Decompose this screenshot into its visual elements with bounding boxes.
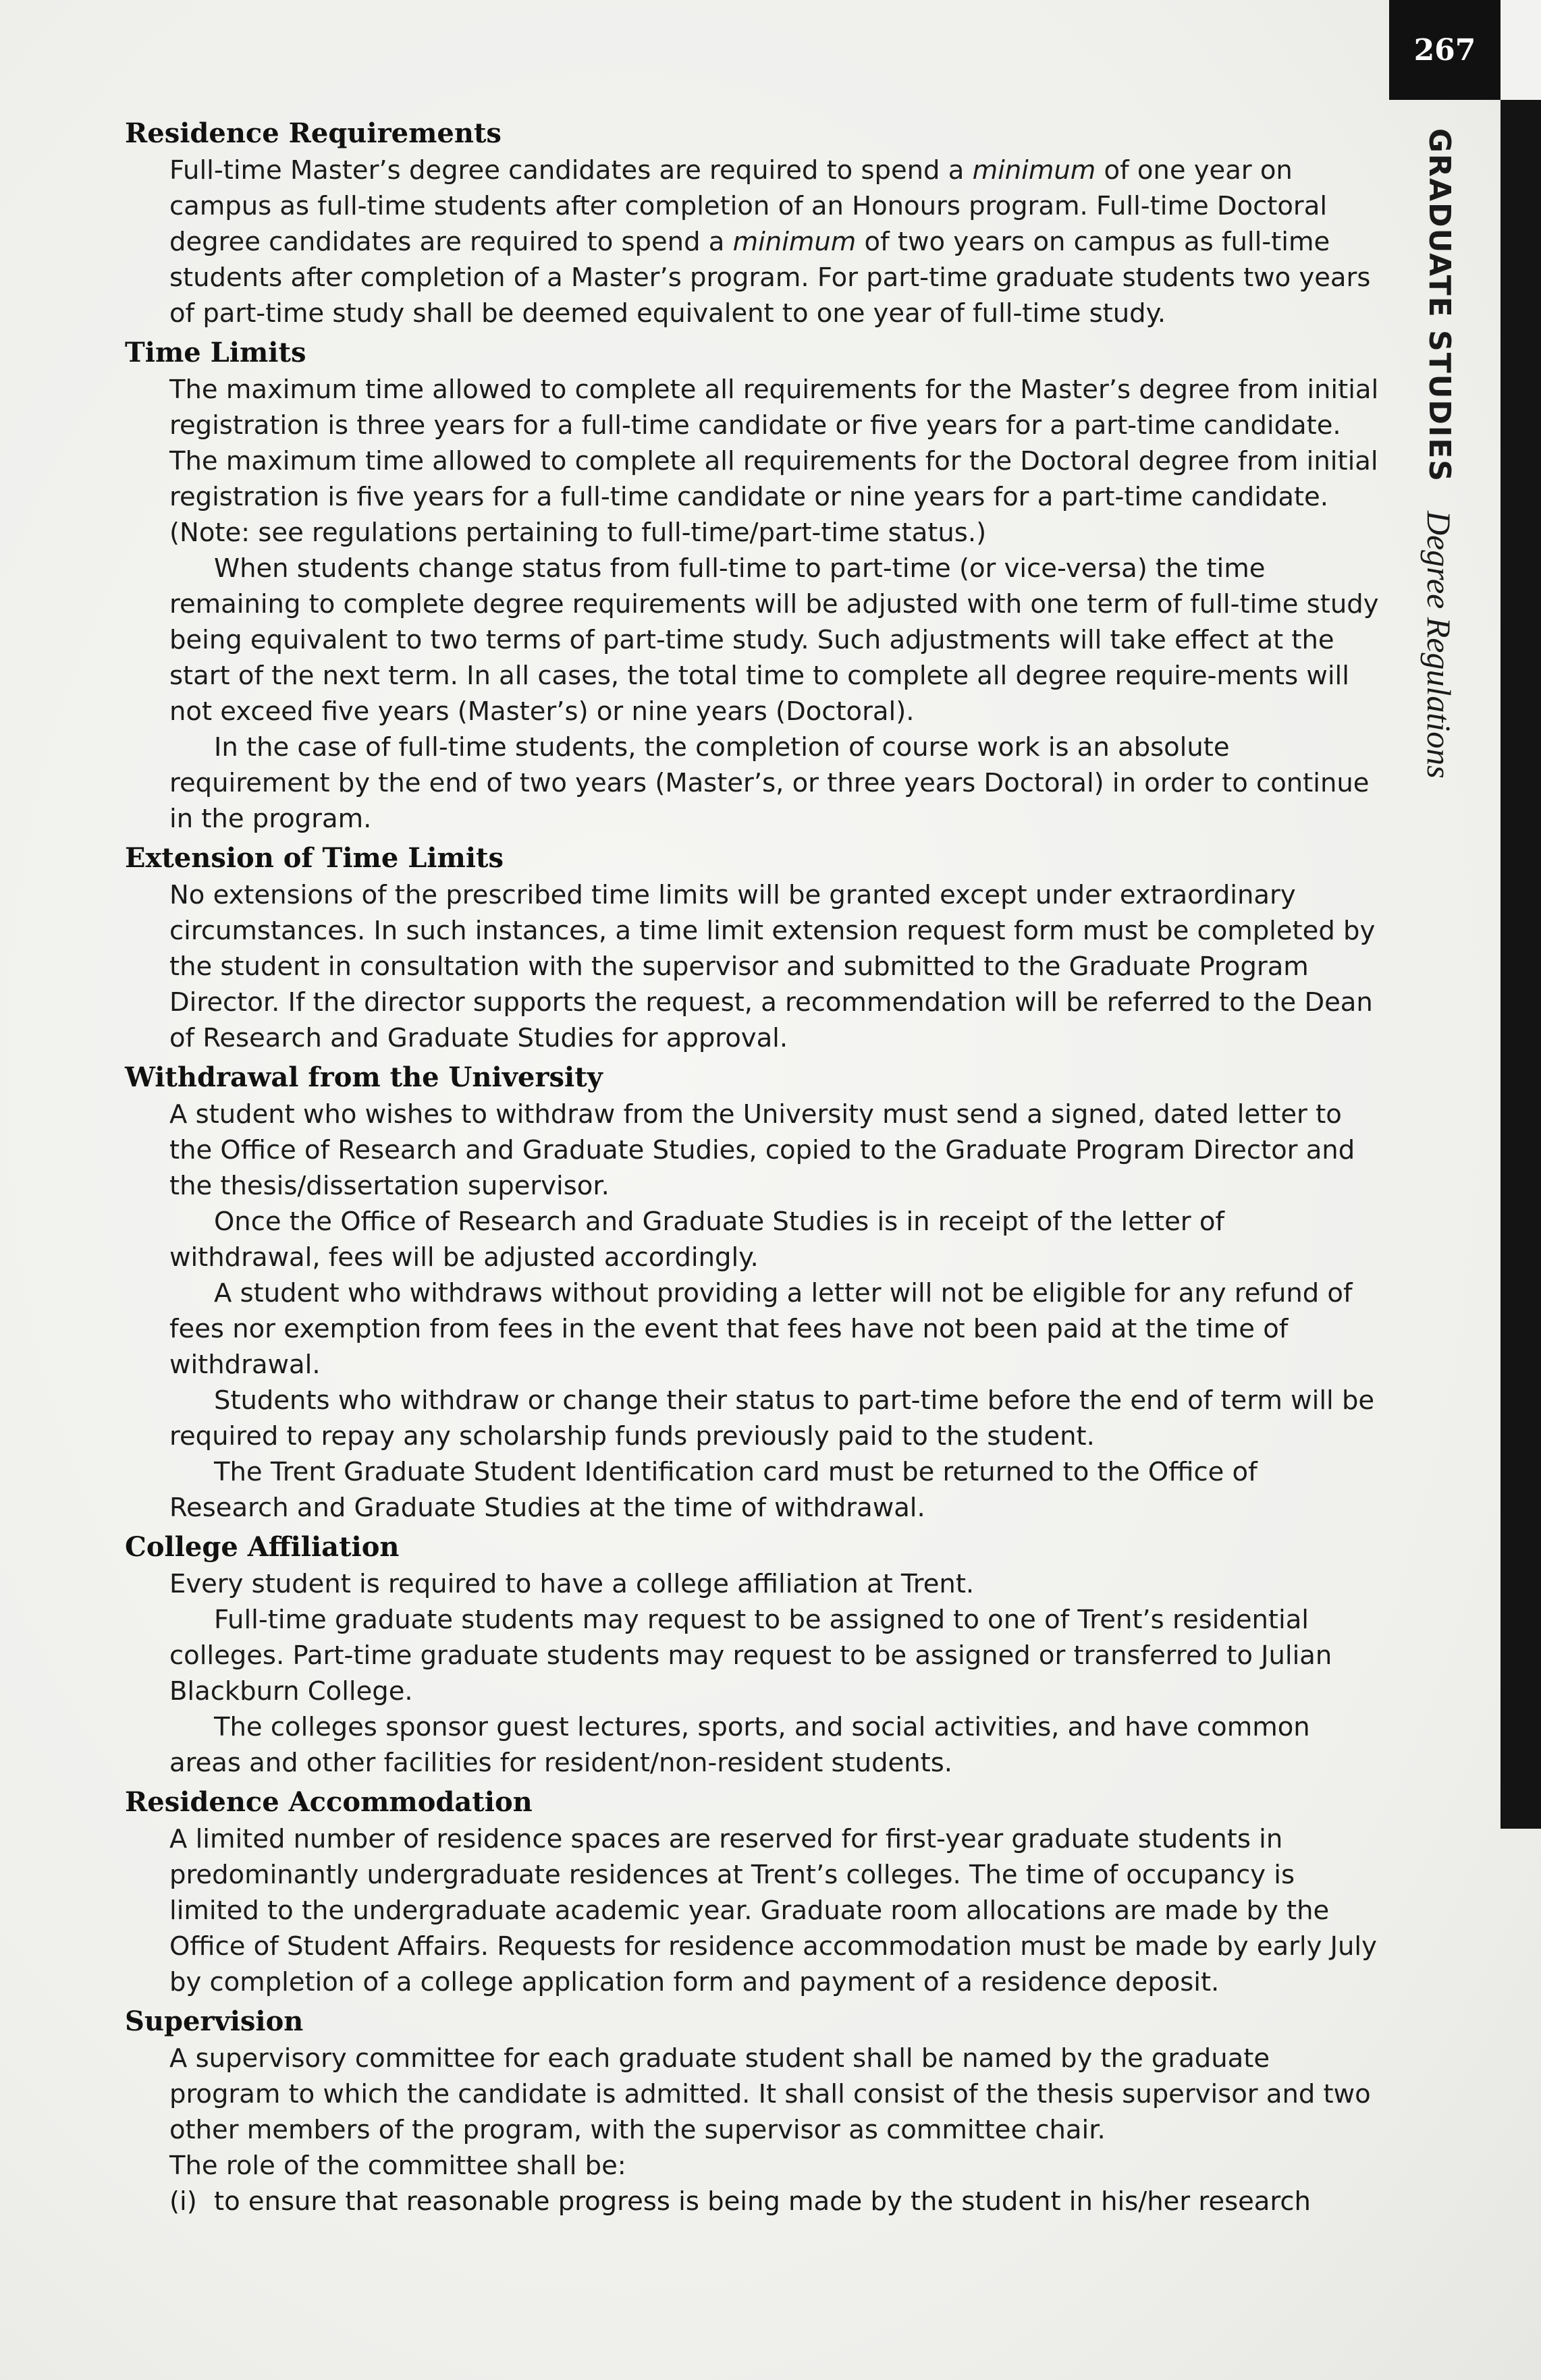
section-college-affiliation xyxy=(125,1528,1380,1781)
section-title: GRADUATE STUDIES xyxy=(1422,128,1457,483)
section-supervision xyxy=(125,2003,1380,2219)
section-residence-requirements xyxy=(125,115,1380,331)
section-heading: Extension of Time Limits xyxy=(125,842,504,874)
section-heading: Withdrawal from the University xyxy=(125,1061,603,1093)
paragraph: In the case of full-time students, the completion of course work is an absolute requirement by the end of two years (Master’s, or three years Doctoral) in order to continue in the program. xyxy=(169,732,1370,834)
paragraph: A supervisory committee for each graduate student shall be named by the graduate program to which the candidate is admitted. It shall consist of the thesis supervisor and two other members of the program, with the supervisor as committee chair. xyxy=(169,2043,1371,2145)
section-heading: Residence Accommodation xyxy=(125,1786,533,1818)
main-text xyxy=(125,115,1380,2222)
section-withdrawal-from-the-university xyxy=(125,1059,1380,1526)
paragraph: When students change status from full-time to part-time (or vice-versa) the time remaining to complete degree requirements will be adjusted with one term of full-time study being equivalent to two terms of part-time study. Such adjustments will take effect at the start of the next term. In all cases, the total time to complete all degree require-ments will not exceed five years (Master’s) or nine years (Doctoral). xyxy=(169,553,1379,727)
section-heading: Time Limits xyxy=(125,337,306,368)
section-time-limits xyxy=(125,334,1380,837)
tab-top-strip xyxy=(1501,0,1541,100)
section-heading: Supervision xyxy=(125,2005,304,2037)
section-extension-of-time-limits xyxy=(125,839,1380,1056)
paragraph: A limited number of residence spaces are reserved for first-year graduate students in predominantly undergraduate residences at Trent’s colleges. The time of occupancy is limited to the undergraduate academic year. Graduate room allocations are made by the Office of Student Affairs. Requests for residence accommodation must be made by early July by completion of a college application form and payment of a residence deposit. xyxy=(169,1824,1377,1997)
list-item-number: (i) xyxy=(169,2186,197,2217)
section-subtitle: Degree Regulations xyxy=(1420,510,1458,779)
list-item xyxy=(169,2184,1380,2219)
paragraph: Full-time Master’s degree candidates are required to spend a minimum of one year on campus as full-time students after completion of an Honours program. Full-time Doctoral degree candidates are required to spend a minimum of two years on campus as full-time students after completion of a Master’s program. For part-time graduate students two years of part-time study shall be deemed equivalent to one year of full-time study. xyxy=(169,155,1371,329)
paragraph: A student who wishes to withdraw from the University must send a signed, dated letter to the Office of Research and Graduate Studies, copied to the Graduate Program Director and the thesis/dissertation supervisor. xyxy=(169,1099,1355,1201)
paragraph: The Trent Graduate Student Identification card must be returned to the Office of Research and Graduate Studies at the time of withdrawal. xyxy=(169,1457,1258,1523)
section-residence-accommodation xyxy=(125,1783,1380,2000)
paragraph: Once the Office of Research and Graduate Studies is in receipt of the letter of withdrawal, fees will be adjusted accordingly. xyxy=(169,1207,1224,1273)
paragraph: A student who withdraws without providing a letter will not be eligible for any refund of fees nor exemption from fees in the event that fees have not been paid at the time of withdrawal. xyxy=(169,1278,1353,1380)
side-tab-bar xyxy=(1501,100,1541,1829)
paragraph: Every student is required to have a college affiliation at Trent. xyxy=(169,1569,975,1599)
running-header xyxy=(1412,128,1466,803)
paragraph: Full-time graduate students may request to be assigned to one of Trent’s residential colleges. Part-time graduate students may request to be assigned or transferred to Julian Blackburn College. xyxy=(169,1605,1332,1707)
paragraph: The colleges sponsor guest lectures, sports, and social activities, and have common areas and other facilities for resident/non-resident students. xyxy=(169,1712,1310,1778)
paragraph: The maximum time allowed to complete all requirements for the Master’s degree from initial registration is three years for a full-time candidate or five years for a part-time candidate. The maximum time allowed to complete all requirements for the Doctoral degree from initial registration is five years for a full-time candidate or nine years for a part-time candidate. (Note: see regulations pertaining to full-time/part-time status.) xyxy=(169,375,1379,548)
page-number: 267 xyxy=(1389,0,1501,100)
paragraph: The role of the committee shall be: xyxy=(169,2151,626,2181)
section-heading: Residence Requirements xyxy=(125,117,502,149)
list-item-text: to ensure that reasonable progress is being made by the student in his/her research xyxy=(214,2186,1311,2217)
section-heading: College Affiliation xyxy=(125,1531,400,1563)
paragraph: No extensions of the prescribed time limits will be granted except under extraordinary circumstances. In such instances, a time limit extension request form must be completed by the student in consultation with the supervisor and submitted to the Graduate Program Director. If the director supports the request, a recommendation will be referred to the Dean of Research and Graduate Studies for approval. xyxy=(169,880,1376,1053)
paragraph: Students who withdraw or change their status to part-time before the end of term will be required to repay any scholarship funds previously paid to the student. xyxy=(169,1385,1375,1451)
